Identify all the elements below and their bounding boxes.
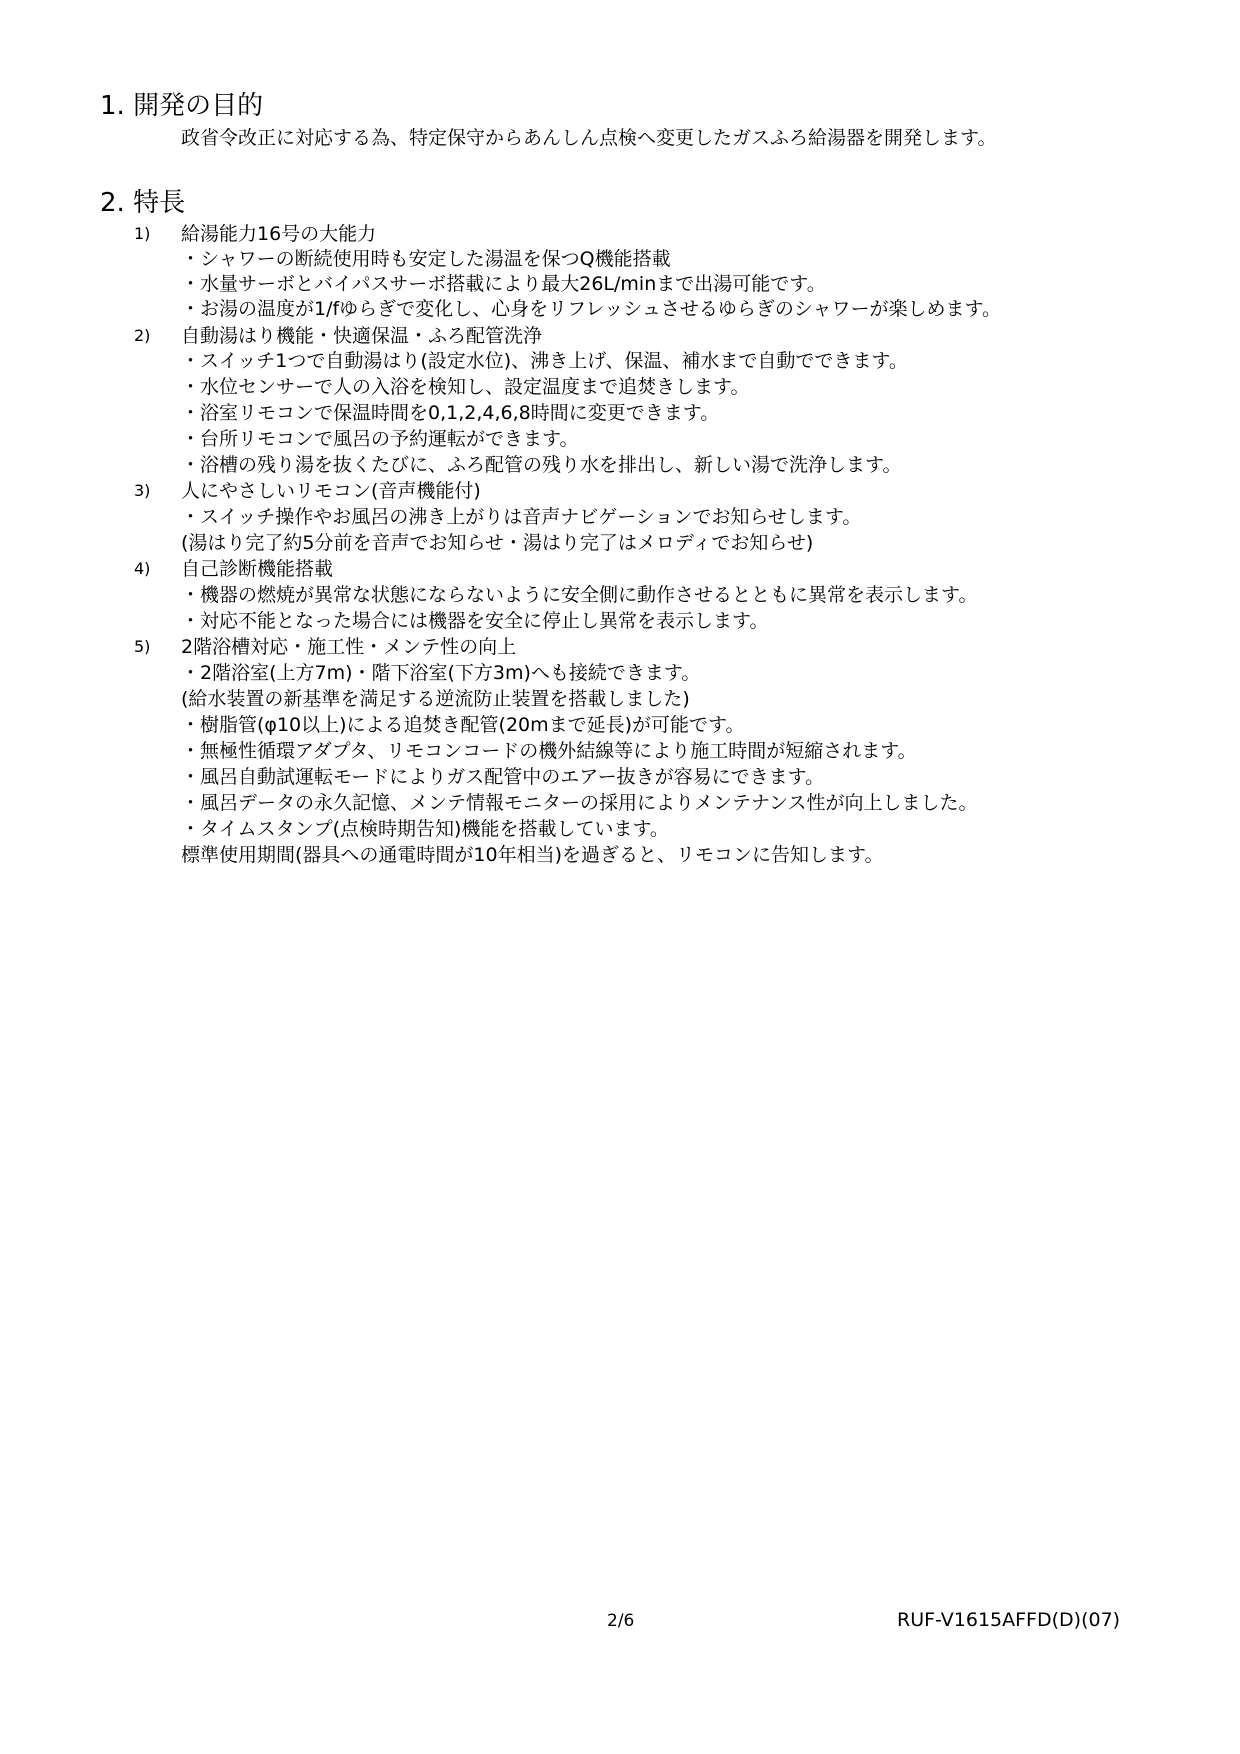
feature-number: 5) bbox=[134, 637, 151, 656]
feature-line: ・風呂データの永久記憶、メンテ情報モニターの採用によりメンテナンス性が向上しました。 bbox=[181, 792, 978, 814]
feature-line: ・浴槽の残り湯を抜くたびに、ふろ配管の残り水を排出し、新しい湯で洗浄します。 bbox=[181, 454, 902, 476]
section-title-purpose: 1. 開発の目的 bbox=[100, 91, 264, 121]
feature-line: ・水位センサーで人の入浴を検知し、設定温度まで追焚きします。 bbox=[181, 376, 750, 398]
feature-heading: 給湯能力16号の大能力 bbox=[181, 223, 377, 245]
page-number: 2/6 bbox=[607, 1611, 635, 1631]
feature-line: ・樹脂管(φ10以上)による追焚き配管(20mまで延長)が可能です。 bbox=[181, 714, 745, 736]
feature-heading: 2階浴槽対応・施工性・メンテ性の向上 bbox=[181, 636, 517, 658]
feature-line: ・お湯の温度が1/fゆらぎで変化し、心身をリフレッシュさせるゆらぎのシャワーが楽しめます。 bbox=[181, 298, 1001, 320]
feature-number: 3) bbox=[134, 481, 151, 500]
feature-line: ・2階浴室(上方7m)・階下浴室(下方3m)へも接続できます。 bbox=[181, 662, 701, 684]
feature-line: ・無極性循環アダプタ、リモコンコードの機外結線等により施工時間が短縮されます。 bbox=[181, 740, 917, 762]
section-title-features: 2. 特長 bbox=[100, 188, 186, 218]
feature-line: ・水量サーボとバイパスサーボ搭載により最大26L/minまで出湯可能です。 bbox=[181, 273, 826, 295]
feature-number: 1) bbox=[134, 224, 151, 243]
feature-line: 標準使用期間(器具への通電時間が10年相当)を過ぎると、リモコンに告知します。 bbox=[181, 844, 884, 866]
document-code: RUF-V1615AFFD(D)(07) bbox=[897, 1609, 1121, 1631]
feature-line: ・スイッチ1つで自動湯はり(設定水位)、沸き上げ、保温、補水まで自動でできます。 bbox=[181, 350, 908, 372]
feature-line: ・浴室リモコンで保温時間を0,1,2,4,6,8時間に変更できます。 bbox=[181, 402, 720, 424]
feature-line: (給水装置の新基準を満足する逆流防止装置を搭載しました) bbox=[181, 688, 690, 710]
feature-heading: 自動湯はり機能・快適保温・ふろ配管洗浄 bbox=[181, 325, 543, 347]
feature-line: ・スイッチ操作やお風呂の沸き上がりは音声ナビゲーションでお知らせします。 bbox=[181, 506, 862, 528]
feature-heading: 自己診断機能搭載 bbox=[181, 558, 334, 580]
feature-line: ・シャワーの断続使用時も安定した湯温を保つQ機能搭載 bbox=[181, 248, 671, 270]
purpose-body: 政省令改正に対応する為、特定保守からあんしん点検へ変更したガスふろ給湯器を開発します。 bbox=[181, 127, 997, 149]
feature-number: 4) bbox=[134, 559, 151, 578]
feature-line: ・対応不能となった場合には機器を安全に停止し異常を表示します。 bbox=[181, 610, 769, 632]
feature-line: ・台所リモコンで風呂の予約運転ができます。 bbox=[181, 428, 579, 450]
feature-line: ・タイムスタンプ(点検時期告知)機能を搭載しています。 bbox=[181, 818, 669, 840]
feature-line: ・風呂自動試運転モードによりガス配管中のエアー抜きが容易にできます。 bbox=[181, 766, 825, 788]
feature-number: 2) bbox=[134, 326, 151, 345]
feature-heading: 人にやさしいリモコン(音声機能付) bbox=[181, 480, 481, 502]
feature-line: (湯はり完了約5分前を音声でお知らせ・湯はり完了はメロディでお知らせ) bbox=[181, 532, 814, 554]
feature-line: ・機器の燃焼が異常な状態にならないように安全側に動作させるとともに異常を表示します。 bbox=[181, 584, 978, 606]
